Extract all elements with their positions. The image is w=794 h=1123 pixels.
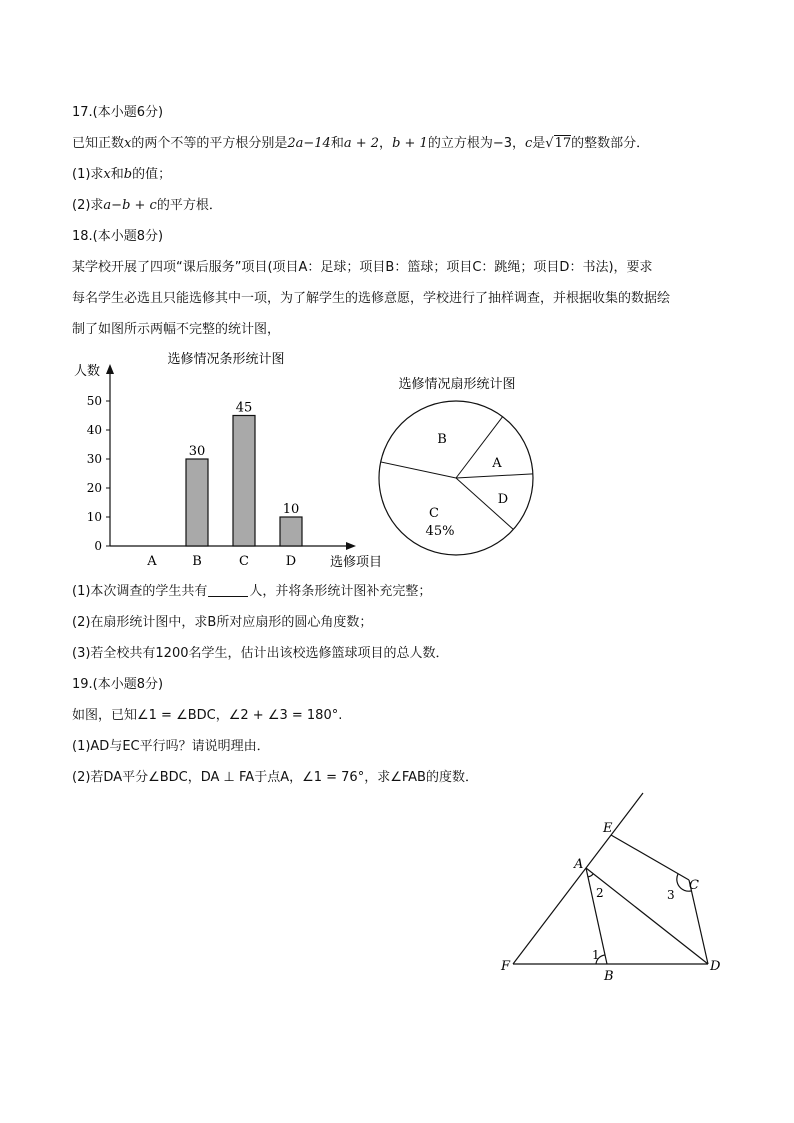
q19-part1: (1)AD与EC平行吗？请说明理由．	[72, 739, 270, 754]
q18-part1	[72, 582, 431, 602]
q18-p1-a: (1)本次调查的学生共有	[72, 584, 208, 599]
q17-t5: 的立方根为−3，	[427, 136, 525, 151]
x-tick-label: B	[192, 554, 202, 569]
geometry-figure	[495, 788, 755, 988]
pie-label-b: B	[437, 432, 447, 447]
q17-t2: 的两个不等的平方根分别是	[131, 136, 288, 151]
q17-p1-b: 和	[110, 167, 124, 182]
q17-e1: 2a−14	[287, 136, 331, 151]
q17-header: 17.(本小题6分)	[72, 105, 164, 120]
y-tick-label: 30	[86, 452, 102, 466]
pie-chart-title: 选修情况扇形统计图	[398, 377, 516, 392]
ray-f-e	[513, 793, 643, 964]
answer-blank[interactable]	[208, 582, 248, 597]
pie-value-c: 45%	[425, 524, 455, 539]
q19-header: 19.(本小题8分)	[72, 677, 164, 692]
x-tick-label: C	[239, 554, 249, 569]
bar-chart-ylabel: 人数	[74, 364, 101, 379]
q17-c: c	[524, 136, 533, 151]
label-d: D	[710, 959, 721, 974]
label-c: C	[689, 878, 699, 893]
y-tick-label: 20	[86, 481, 102, 495]
y-tick-label: 40	[86, 423, 102, 437]
q17-p1-bv: b	[123, 167, 133, 182]
q18-line1: 某学校开展了四项“课后服务”项目(项目A：足球；项目B：篮球；项目C：跳绳；项目D：书法)，要求	[72, 260, 653, 275]
q18-header: 18.(本小题8分)	[72, 229, 164, 244]
q17-x: x	[124, 136, 132, 151]
label-e: E	[603, 821, 613, 836]
bar-value-label: 10	[282, 502, 300, 517]
pie-chart	[372, 372, 542, 562]
y-tick-label: 50	[86, 394, 102, 408]
bar-chart	[62, 346, 402, 576]
label-angle-1: 1	[592, 948, 600, 962]
bar-d	[280, 517, 302, 546]
q18-line3: 制了如图所示两幅不完整的统计图，	[72, 322, 281, 337]
q17-p1-a: (1)求	[72, 167, 104, 182]
q18-part2: (2)在扇形统计图中，求B所对应扇形的圆心角度数；	[72, 615, 373, 630]
bar-chart-title: 选修情况条形统计图	[167, 352, 285, 367]
q17-p2-e: a−b + c	[103, 198, 157, 213]
label-b: B	[604, 969, 614, 984]
bar-c	[233, 416, 255, 547]
q17-p2-b: 的平方根．	[156, 198, 222, 213]
x-tick-label: D	[285, 554, 297, 569]
bar-value-label: 45	[235, 400, 253, 416]
q19-part2: (2)若DA平分∠BDC，DA ⊥ FA于点A，∠1 = 76°，求∠FAB的度数．	[72, 770, 478, 785]
y-axis-arrow	[106, 364, 114, 374]
q17-t4: ，	[379, 136, 393, 151]
label-angle-3: 3	[667, 888, 675, 902]
bar-value-label: 30	[188, 444, 206, 459]
pie-label-d: D	[497, 492, 509, 507]
q17-t3: 和	[330, 136, 344, 151]
x-tick-label: A	[147, 554, 157, 569]
q17-t7: 的整数部分．	[571, 136, 650, 151]
y-tick-label: 0	[94, 539, 102, 553]
label-f: F	[501, 959, 511, 974]
bar-chart-xlabel: 选修项目	[330, 555, 383, 570]
q17-statement	[72, 134, 649, 154]
x-axis-arrow	[346, 542, 356, 550]
q17-part1	[72, 165, 171, 185]
sqrt-symbol: √	[545, 136, 554, 151]
q17-e2: a + 2	[343, 136, 380, 151]
label-a: A	[574, 857, 584, 872]
label-angle-2: 2	[596, 886, 604, 900]
segment-e-c	[611, 835, 689, 880]
pie-label-a: A	[492, 456, 502, 471]
q17-part2	[72, 196, 222, 216]
q17-p1-x: x	[103, 167, 111, 182]
y-tick-label: 10	[86, 510, 102, 524]
q18-line2: 每名学生必选且只能选修其中一项，为了解学生的选修意愿，学校进行了抽样调查，并根据收集的数据绘	[72, 291, 671, 306]
q18-p1-b: 人，并将条形统计图补充完整；	[249, 584, 432, 599]
q17-e3: b + 1	[392, 136, 428, 151]
pie-label-c: C	[429, 506, 439, 521]
q17-t1: 已知正数	[72, 136, 125, 151]
q17-p1-c: 的值；	[132, 167, 172, 182]
sqrt-value: 17	[554, 136, 572, 151]
bar-b	[186, 459, 208, 546]
angle-2-arc	[588, 874, 594, 878]
q17-p2-a: (2)求	[72, 198, 104, 213]
q19-line1: 如图，已知∠1 = ∠BDC，∠2 + ∠3 = 180°.	[72, 708, 343, 723]
q17-t6: 是	[532, 136, 546, 151]
q18-part3: (3)若全校共有1200名学生，估计出该校选修篮球项目的总人数．	[72, 646, 449, 661]
